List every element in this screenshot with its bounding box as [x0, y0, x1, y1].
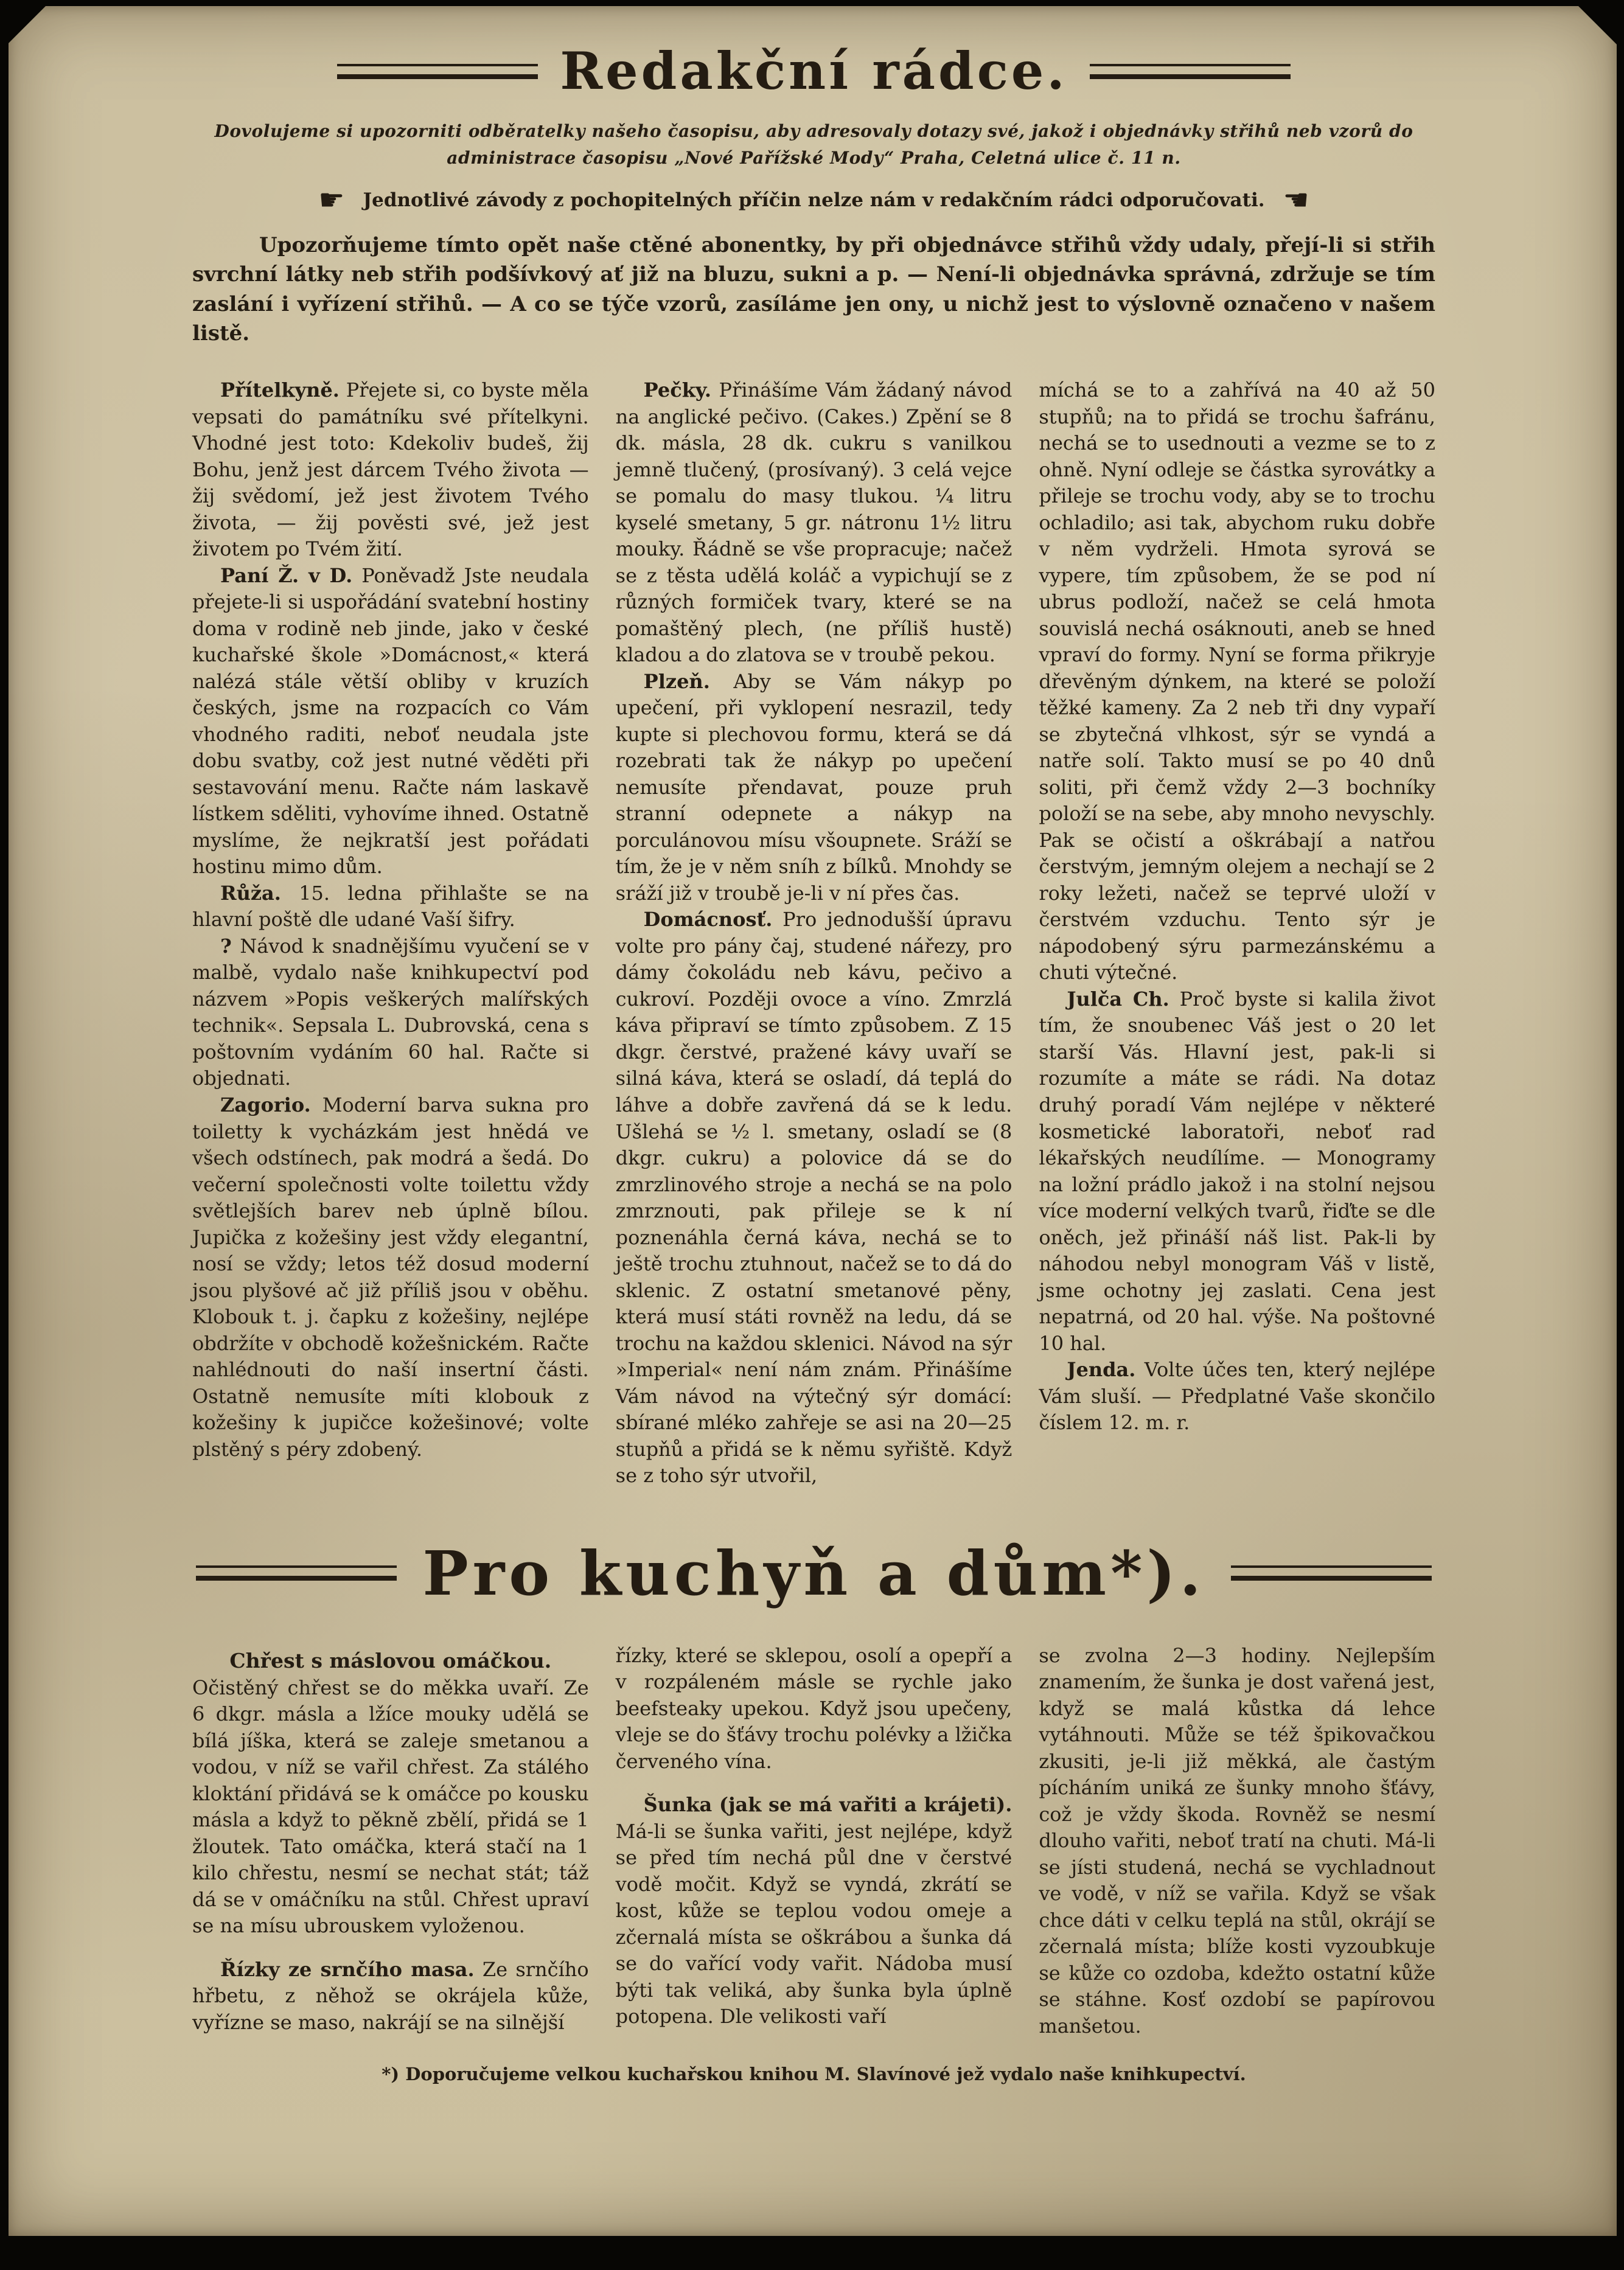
scan-corner-artifact-right	[1572, 0, 1624, 52]
advice-correspondent-name: Paní Ž. v D.	[220, 563, 353, 587]
kitchen-column	[1039, 1643, 1435, 2040]
advice-column	[616, 377, 1012, 1489]
footnote: *) Doporučujeme velkou kuchařskou knihou M. Slavínové jež vydalo naše knihkupectví.	[382, 2064, 1246, 2085]
advice-paragraph: Zagorio. Moderní barva sukna pro toiletty k vycházkám jest hnědá ve všech odstínech, pak modrá a šedá. Do večerní společnosti volte toilettu vždy světlejších barev neb úplně bílou. Jupička z kožešiny jest vždy elegantní, nosí se vždy; letos též dosud moderní jsou plyšové ač již příliš jsou v oběhu. Klobouk t. j. čapku z kožešiny, nejlépe obdržíte v obchodě kožešnickém. Račte nahlédnouti do naší insertní části. Ostatně nemusíte míti klobouk z kožešiny k jupičce kožešinové; volte plstěný s péry zdobený.	[192, 1093, 589, 1461]
title-rule-right	[1090, 64, 1291, 79]
advice-paragraph: Jenda. Volte účes ten, který nejlépe Vám sluší. — Předplatné Vaše skončilo číslem 12. m. r.	[1039, 1358, 1436, 1435]
masthead-title-row	[192, 37, 1435, 106]
advice-paragraph: míchá se to a zahřívá na 40 až 50 stupňů; na to přidá se trochu šafránu, nechá se to usednouti a vezme se to z ohně. Nyní odleje se částka syrovátky a přileje se trochu vody, aby se to trochu ochladilo; asi tak, abychom ruku dobře v něm vydrželi. Hmota syrová se vypere, tím způsobem, že se pod ní ubrus podloží, načež se celá hmota souvislá nechá osáknouti, aneb se hned vpraví do formy. Nyní se forma přikryje dřevěným dýnkem, na které se položí těžké kameny. Za 2 neb tři dny vypaří se zbytečná vlhkost, sýr se vyndá a natře solí. Takto musí se po 40 dnů soliti, při čemž vždy 2—3 bochníky položí se na sebe, aby mnoho nevyschly. Pak se očistí a oškrábají a natřou čerstvým, jemným olejem a nechají se 2 roky ležeti, načež se teprvé uloží v čerstvém vzduchu. Tento sýr je nápodobený sýru parmezánskému a chuti výtečné.	[1039, 378, 1436, 984]
advice-columns	[192, 377, 1435, 1489]
kitchen-paragraph: Šunka (jak se má vařiti a krájeti). Má-li se šunka vařiti, jest nejlépe, když se před tím nechá půl dne v čerstvé vodě močit. Když se vyndá, zkrátí se kost, kůže se teplou vodou omeje a zčernalá místa se oškrábou a šunka dá se do vařící vody vařit. Nádoba musí býti tak veliká, aby šunka byla úplně potopena. Dle velikosti vaří	[615, 1793, 1012, 2028]
advice-paragraph: Julča Ch. Proč byste si kalila život tím, že snoubenec Váš jest o 20 let starší Vás. Hlavní jest, pak-li si rozumíte a máte se rádi. Na dotaz druhý poradí Vám nejlépe v některé kosmetické laboratoři, neboť rad lékařských neudílíme. — Monogramy na ložní prádlo jakož i na stolní nejsou více moderní velkých tvarů, řiďte se dle oněch, jež přináší náš list. Pak-li by náhodou nebyl monogram Váš v listě, jsme ochotny jej zaslati. Cena jest nepatrná, od 20 hal. výše. Na poštovné 10 hal.	[1039, 987, 1436, 1355]
advice-paragraph: Růža. 15. ledna přihlašte se na hlavní poště dle udané Vaší šifry.	[192, 881, 589, 931]
kitchen-column	[616, 1643, 1012, 2040]
title-rule-left	[337, 64, 538, 79]
advice-paragraph: Paní Ž. v D. Poněvadž Jste neudala přejete-li si uspořádání svatební hostiny doma v rodině neb jinde, jako v české kuchařské škole »Domácnost,« která nalézá stále větší obliby v kruzích českých, jsme na rozpacích co Vám vhodného raditi, neboť neudala jste dobu svatby, což jest nutné věděti při sestavování menu. Račte nám laskavě lístkem sděliti, vyhovíme ihned. Ostatně myslíme, že nejkratší jest pořádati hostinu mimo dům.	[192, 563, 589, 879]
kitchen-paragraph: Řízky ze srnčího masa. Ze srnčího hřbetu, z něhož se okrájela kůže, vyřízne se maso, nakrájí se na silnější	[192, 1957, 589, 2034]
kitchen-rule-right	[1231, 1565, 1432, 1581]
advice-correspondent-name: Julča Ch.	[1067, 987, 1169, 1011]
kitchen-title-row	[192, 1532, 1435, 1615]
editorial-notice-row	[192, 183, 1435, 218]
kitchen-paragraph: řízky, které se sklepou, osolí a opepří a v rozpáleném másle se rychle jako beefsteaky upekou. Když jsou upečeny, vleje se do šťávy trochu polévky a lžička červeného vína.	[615, 1643, 1012, 1773]
advice-paragraph: Pečky. Přinášíme Vám žádaný návod na anglické pečivo. (Cakes.) Zpění se 8 dk. másla, 28 dk. cukru s vanilkou jemně tlučený, (prosívaný). 3 celá vejce se pomalu do masy tlukou. ¼ litru kyselé smetany, 5 gr. nátronu 1½ litru mouky. Řádně se vše propracuje; načež se z těsta udělá koláč a vypichují se z různých formiček tvary, které se na pomaštěný plech, (ne příliš hustě) kladou a do zlatova se v troubě pekou.	[615, 378, 1012, 667]
subscriber-announcement: Upozorňujeme tímto opět naše ctěné abonentky, by při objednávce střihů vždy udaly, přejí-li si střih svrchní látky neb střih podšívkový ať již na bluzu, sukni a p. — Není-li objednávka správná, zdržuje se tím zaslání i vyřízení střihů. — A co se týče vzorů, zasíláme jen ony, u nichž jest to výslovně označeno v našem listě.	[192, 233, 1435, 346]
advice-correspondent-name: Přítelkyně.	[220, 378, 340, 402]
manicule-left-icon: ☚	[1283, 183, 1309, 218]
advice-correspondent-name: Pečky.	[643, 378, 711, 402]
kitchen-paragraph-heading: Chřest s máslovou omáčkou.	[229, 1648, 552, 1673]
advice-column	[192, 377, 589, 1489]
advice-paragraph: ? Návod k snadnějšímu vyučení se v malbě, vydalo naše knihkupectví pod názvem »Popis veškerých malířských technik«. Sepsala L. Dubrovská, cena s poštovním vydáním 60 hal. Račte si objednati.	[192, 934, 589, 1090]
page-title: Redakční rádce.	[560, 41, 1068, 101]
advice-correspondent-name: Plzeň.	[643, 669, 710, 693]
magazine-page	[9, 6, 1617, 2236]
advice-correspondent-name: Jenda.	[1067, 1358, 1136, 1382]
masthead-intro: Dovolujeme si upozorniti odběratelky našeho časopisu, aby adresovaly dotazy své, jakož i objednávky střihů neb vzorů do administrace časopisu „Nové Pařížské Mody“ Praha, Celetná ulice č. 11 n.	[214, 121, 1413, 168]
advice-paragraph: Domácnosť. Pro jednodušší úpravu volte pro pány čaj, studené nářezy, pro dámy čokoládu neb kávu, pečivo a cukroví. Později ovoce a víno. Zmrzlá káva připraví se tímto způsobem. Z 15 dkgr. čerstvé, pražené kávy uvaří se silná káva, která se osladí, dá teplá do láhve a dobře zavřená dá se k ledu. Ušlehá se ½ l. smetany, osladí se (8 dkgr. cukru) a polovice dá se do zmrzlinového stroje a nechá se na polo zmrznouti, pak přileje se k ní poznenáhla černá káva, nechá se to ještě trochu ztuhnout, načež se to dá do sklenic. Z ostatní smetanové pěny, která musí státi rovněž na ledu, dá se trochu na každou sklenici. Návod na sýr »Imperial« není nám znám. Přinášíme Vám návod na výtečný sýr domácí: sbírané mléko zahřeje se asi na 20—25 stupňů a přidá se k němu syřiště. Když se z toho sýr utvořil,	[615, 908, 1012, 1488]
kitchen-paragraph: Očistěný chřest se do měkka uvaří. Ze 6 dkgr. másla a lžíce mouky udělá se bílá jíška, která se zaleje smetanou a vodou, v níž se vařil chřest. Za stálého kloktání přidává se k omáčce po kousku másla a když to pěkně zbělí, přidá se 1 žloutek. Tato omáčka, která stačí na 1 kilo chřestu, nesmí se nechat stát; táž dá se v omáčníku na stůl. Chřest upraví se na mísu ubrouskem vyloženou.	[192, 1676, 589, 1938]
advice-column	[1039, 377, 1435, 1489]
kitchen-rule-left	[196, 1565, 397, 1581]
manicule-right-icon: ☛	[318, 183, 345, 218]
advice-correspondent-name: Růža.	[220, 881, 281, 905]
advice-correspondent-name: Domácnosť.	[643, 908, 773, 931]
advice-correspondent-name: ?	[220, 934, 232, 958]
kitchen-correspondent-name: Šunka (jak se má vařiti a krájeti).	[643, 1793, 1012, 1817]
kitchen-columns	[192, 1643, 1435, 2040]
kitchen-section-title: Pro kuchyň a dům*).	[422, 1537, 1205, 1609]
advice-correspondent-name: Zagorio.	[220, 1093, 311, 1116]
kitchen-paragraph: se zvolna 2—3 hodiny. Nejlepším znamením, že šunka je dost vařená jest, když se malá kůstka dá lehce vytáhnouti. Může se též špikovačkou zkusiti, je-li již měkká, ale častým pícháním uniká ze šunky mnoho šťávy, což je vždy škoda. Rovněž se nesmí dlouho vařiti, neboť tratí na chuti. Má-li se jísti studená, nechá se vychladnout ve vodě, v níž se vařila. Když se však chce dáti v celku teplá na stůl, okrájí se zčernalá místa; blíže kosti vyzoubkuje se kůže co ozdoba, kdežto ostatní kůže se stáhne. Kosť ozdobí se papírovou manšetou.	[1039, 1643, 1436, 2038]
kitchen-column	[192, 1643, 589, 2040]
advice-paragraph: Přítelkyně. Přejete si, co byste měla vepsati do památníku své přítelkyni. Vhodné jest toto: Kdekoliv budeš, žij Bohu, jenž jest dárcem Tvého života — žij svědomí, jež jest životem Tvého života, — žij pověsti své, jež jest životem po Tvém žití.	[192, 378, 589, 561]
kitchen-correspondent-name: Řízky ze srnčího masa.	[220, 1957, 475, 1981]
scan-corner-artifact-left	[0, 0, 52, 52]
editorial-notice: Jednotlivé závody z pochopitelných příčin nelze nám v redakčním rádci odporučovati.	[363, 189, 1265, 211]
advice-paragraph: Plzeň. Aby se Vám nákyp po upečení, při vyklopení nesrazil, tedy kupte si plechovou formu, která se dá rozebrati tak že nákyp po upečení nemusíte přendavat, pouze pruh stranní odepnete a nákyp na porculánovou mísu všoupnete. Sráží se tím, že je v něm sníh z bílků. Mnohdy se sráží již v troubě je-li v ní přes čas.	[615, 669, 1012, 905]
